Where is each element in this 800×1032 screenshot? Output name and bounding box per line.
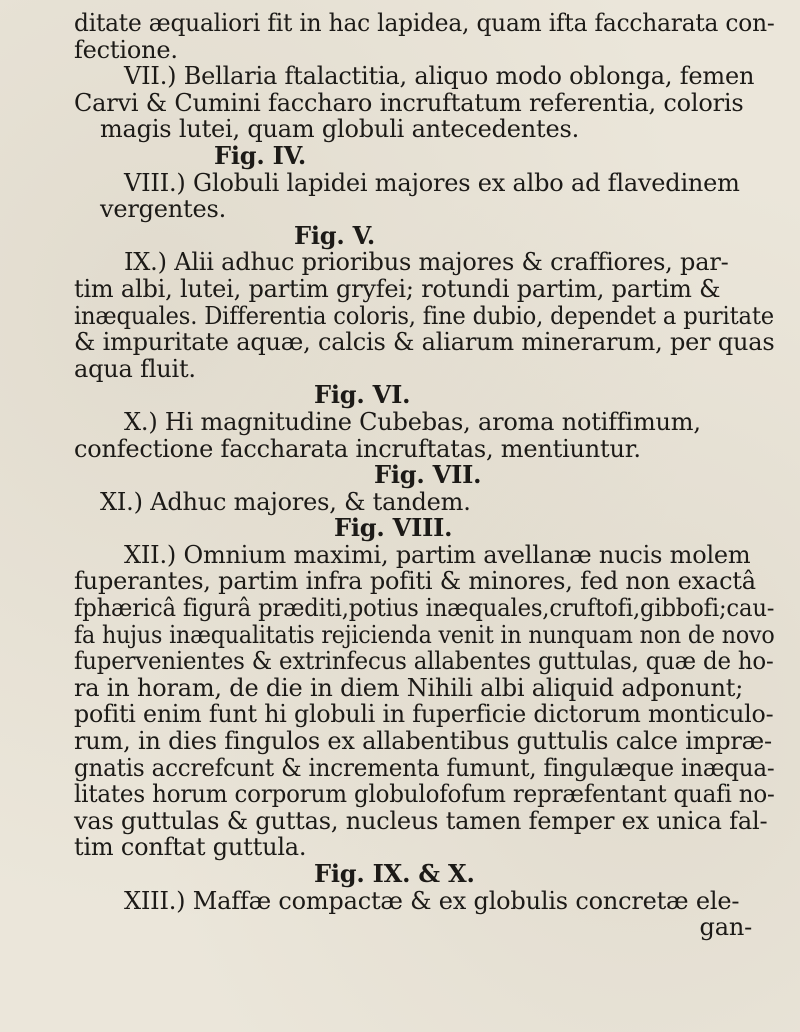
text-line: aqua fluit. (74, 354, 196, 383)
text-line: litates horum corporum globulofofum repræfentant quafi no- (74, 780, 775, 809)
text-line: fa hujus inæqualitatis rejicienda venit in nunquam non de novo (74, 620, 775, 649)
text-line: XI.) Adhuc majores, & tandem. (100, 487, 471, 516)
text-line: X.) Hi magnitudine Cubebas, aroma notiffimum, (124, 407, 701, 436)
text-line: confectione faccharata incruftatas, mentiuntur. (74, 434, 641, 463)
figure-caption: Fig. VI. (314, 380, 411, 410)
page-text (74, 10, 774, 941)
text-line: magis lutei, quam globuli antecedentes. (100, 115, 580, 144)
text-line: IX.) Alii adhuc prioribus majores & craffiores, par- (124, 248, 729, 277)
figure-caption: Fig. V. (294, 220, 376, 250)
figure-caption: Fig. IX. & X. (314, 859, 475, 888)
text-line: pofiti enim funt hi globuli in fuperficie dictorum monticulo- (74, 700, 774, 729)
text-line: VIII.) Globuli lapidei majores ex albo ad flavedinem (124, 168, 740, 197)
text-line: vergentes. (100, 195, 227, 224)
text-line: tim albi, lutei, partim gryfei; rotundi partim, partim & (74, 274, 721, 303)
text-line: rum, in dies fingulos ex allabentibus guttulis calce impræ- (74, 727, 772, 756)
text-line: fphæricâ figurâ præditi,potius inæquales,cruftofi,gibbofi;cau- (74, 594, 775, 623)
text-line: vas guttulas & guttas, nucleus tamen femper ex unica fal- (74, 806, 768, 835)
figure-caption: Fig. VIII. (334, 513, 453, 543)
figure-caption: Fig. IV. (214, 140, 307, 170)
text-line: ra in horam, de die in diem Nihili albi aliquid adponunt; (74, 673, 744, 702)
text-line: & impuritate aquæ, calcis & aliarum minerarum, per quas (74, 328, 775, 357)
text-line: XIII.) Maffæ compactæ & ex globulis concretæ ele- (124, 886, 740, 915)
text-line: fupervenientes & extrinfecus allabentes guttulas, quæ de ho- (74, 647, 774, 676)
text-line: gnatis accrefcunt & incrementa fumunt, fingulæque inæqua- (74, 753, 775, 782)
text-line: Carvi & Cumini faccharo incruftatum referentia, coloris (74, 88, 744, 117)
text-line: fectione. (74, 35, 178, 64)
text-line: inæquales. Differentia coloris, fine dubio, dependet a puritate (74, 301, 774, 330)
figure-caption: Fig. VII. (374, 460, 482, 490)
text-line: tim conftat guttula. (74, 833, 307, 862)
text-line: XII.) Omnium maximi, partim avellanæ nucis molem (124, 540, 751, 569)
text-line: VII.) Bellaria ftalactitia, aliquo modo oblonga, femen (124, 62, 755, 91)
text-line: ditate æqualiori fit in hac lapidea, quam ifta faccharata con- (74, 9, 775, 37)
catchword: gan- (699, 913, 752, 942)
text-line: fuperantes, partim infra pofiti & minores, fed non exactâ (74, 567, 756, 596)
